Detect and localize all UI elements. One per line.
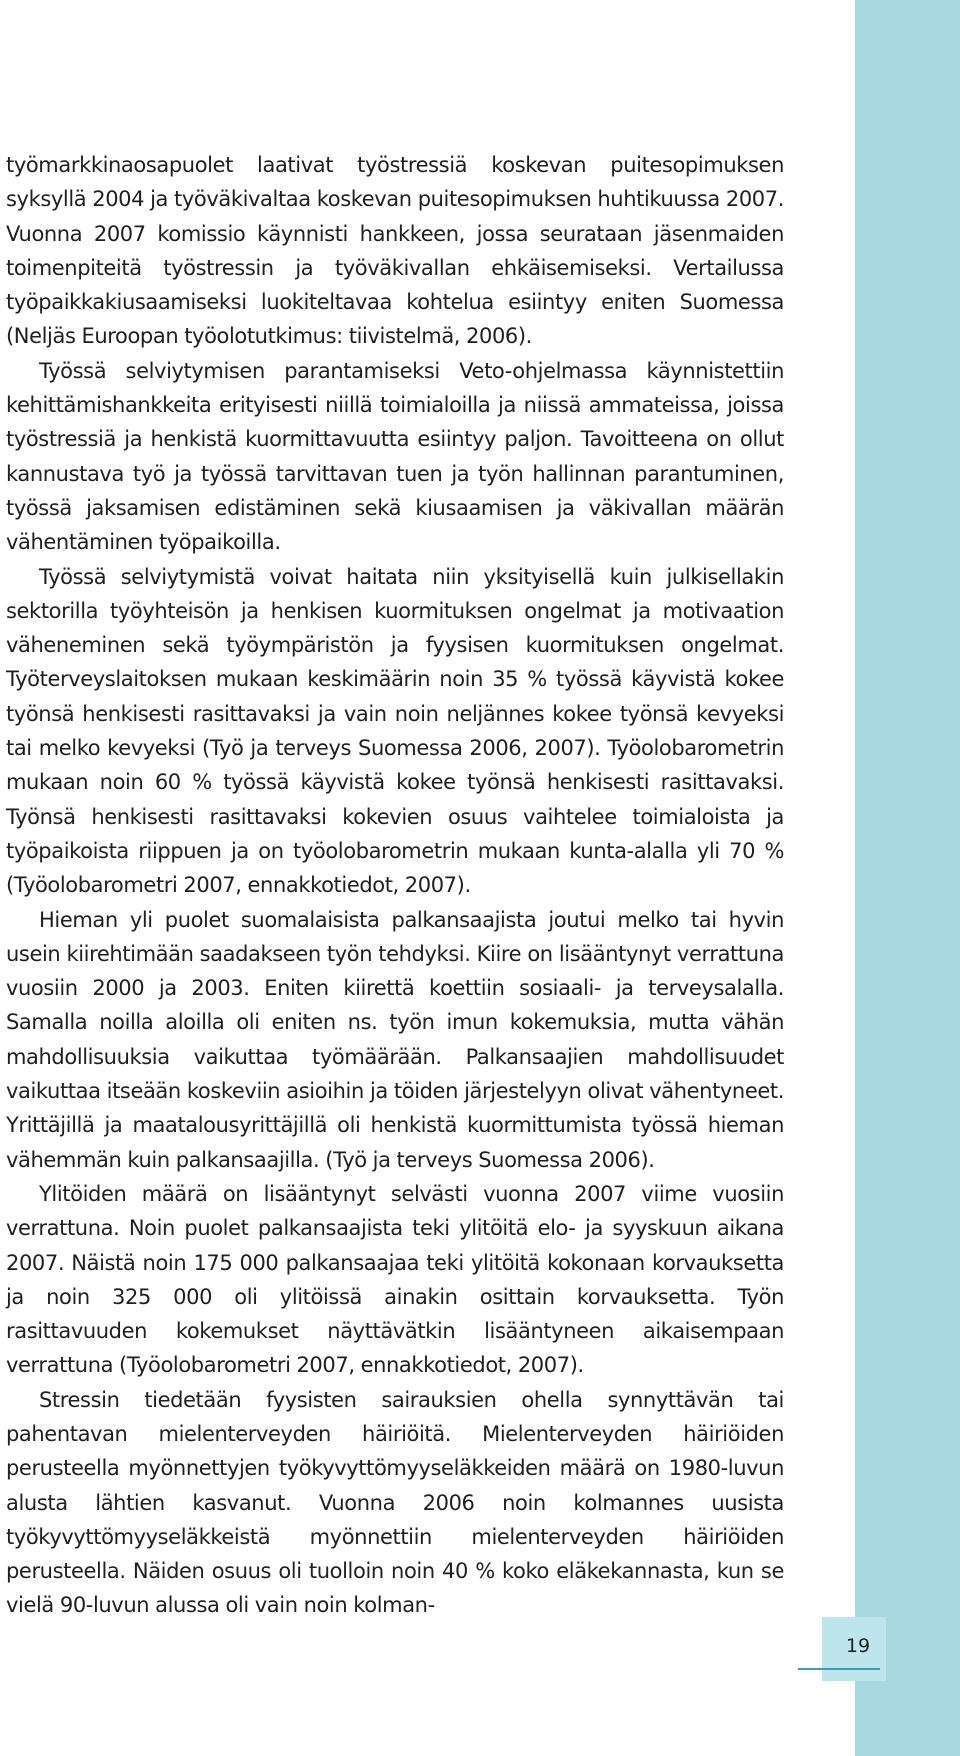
page-number: 19 <box>845 1635 871 1657</box>
paragraph-2: Työssä selviytymisen parantamiseksi Veto-ohjelmassa käynnistettiin kehittämishankkeita erityisesti niillä toimialoilla ja niissä ammateissa, joissa työstressiä ja henkistä kuormittavuutta esiintyy paljon. Tavoitteena on ollut kannustava työ ja työssä tarvittavan tuen ja työn hallinnan parantuminen, työssä jaksamisen edistäminen sekä kiusaamisen ja väkivallan määrän vähentäminen työpaikoilla. <box>6 358 784 555</box>
paragraph-1: työmarkkinaosapuolet laativat työstressiä koskevan puitesopimuksen syksyllä 2004 ja työväkivaltaa koskevan puitesopimuksen huhtikuussa 2007. Vuonna 2007 komissio käynnisti hankkeen, jossa seurataan jäsenmaiden toimenpiteitä työstressin ja työväkivallan ehkäisemiseksi. Vertailussa työpaikkakiusaamiseksi luokiteltavaa kohtelua esiintyy eniten Suomessa (Neljäs Euroopan työolotutkimus: tiivistelmä, 2006). <box>6 153 784 349</box>
paragraph-3: Työssä selviytymistä voivat haitata niin yksityisellä kuin julkisellakin sektorilla työyhteisön ja henkisen kuormituksen ongelmat ja motivaation väheneminen sekä työympäristön ja fyysisen kuormituksen ongelmat. Työterveyslaitoksen mukaan keskimäärin noin 35 % työssä käyvistä kokee työnsä henkisesti rasittavaksi ja vain noin neljännes kokee työnsä kevyeksi tai melko kevyeksi (Työ ja terveys Suomessa 2006, 2007). Työolobarometrin mukaan noin 60 % työssä käyvistä kokee työnsä henkisesti rasittavaksi. Työnsä henkisesti rasittavaksi kokevien osuus vaihtelee toimialoista ja työpaikoista riippuen ja on työolobarometrin mukaan kunta-alalla yli 70 % (Työolobarometri 2007, ennakkotiedot, 2007). <box>6 564 784 898</box>
side-color-band <box>855 0 960 1756</box>
paragraph-4: Hieman yli puolet suomalaisista palkansaajista joutui melko tai hyvin usein kiirehtimään saadakseen työn tehdyksi. Kiire on lisääntynyt verrattuna vuosiin 2000 ja 2003. Eniten kiirettä koettiin sosiaali- ja terveysalalla. Samalla noilla aloilla oli eniten ns. työn imun kokemuksia, mutta vähän mahdollisuuksia vaikuttaa työmäärään. Palkansaajien mahdollisuudet vaikuttaa itseään koskeviin asioihin ja töiden järjestelyyn olivat vähentyneet. Yrittäjillä ja maatalousyrittäjillä oli henkistä kuormittumista työssä hieman vähemmän kuin palkansaajilla. (Työ ja terveys Suomessa 2006). <box>6 907 784 1172</box>
paragraph-6: Stressin tiedetään fyysisten sairauksien ohella synnyttävän tai pahentavan mielenterveyden häiriöitä. Mielenterveyden häiriöiden perusteella myönnettyjen työkyvyttömyyseläkkeiden määrä on 1980-luvun alusta lähtien kasvanut. Vuonna 2006 noin kolmannes uusista työkyvyttömyyseläkkeistä myönnettiin mielenterveyden häiriöiden perusteella. Näiden osuus oli tuolloin noin 40 % koko eläkekannasta, kun se vielä 90-luvun alussa oli vain noin kolman- <box>6 1387 784 1618</box>
paragraph-5: Ylitöiden määrä on lisääntynyt selvästi vuonna 2007 viime vuosiin verrattuna. Noin puolet palkansaajista teki ylitöitä elo- ja syyskuun aikana 2007. Näistä noin 175 000 palkansaajaa teki ylitöitä kokonaan korvauksetta ja noin 325 000 oli ylitöissä ainakin osittain korvauksetta. Työn rasittavuuden kokemukset näyttävätkin lisääntyneen aikaisempaan verrattuna (Työolobarometri 2007, ennakkotiedot, 2007). <box>6 1181 784 1378</box>
page-number-rule <box>798 1668 880 1670</box>
body-text <box>6 148 784 1623</box>
